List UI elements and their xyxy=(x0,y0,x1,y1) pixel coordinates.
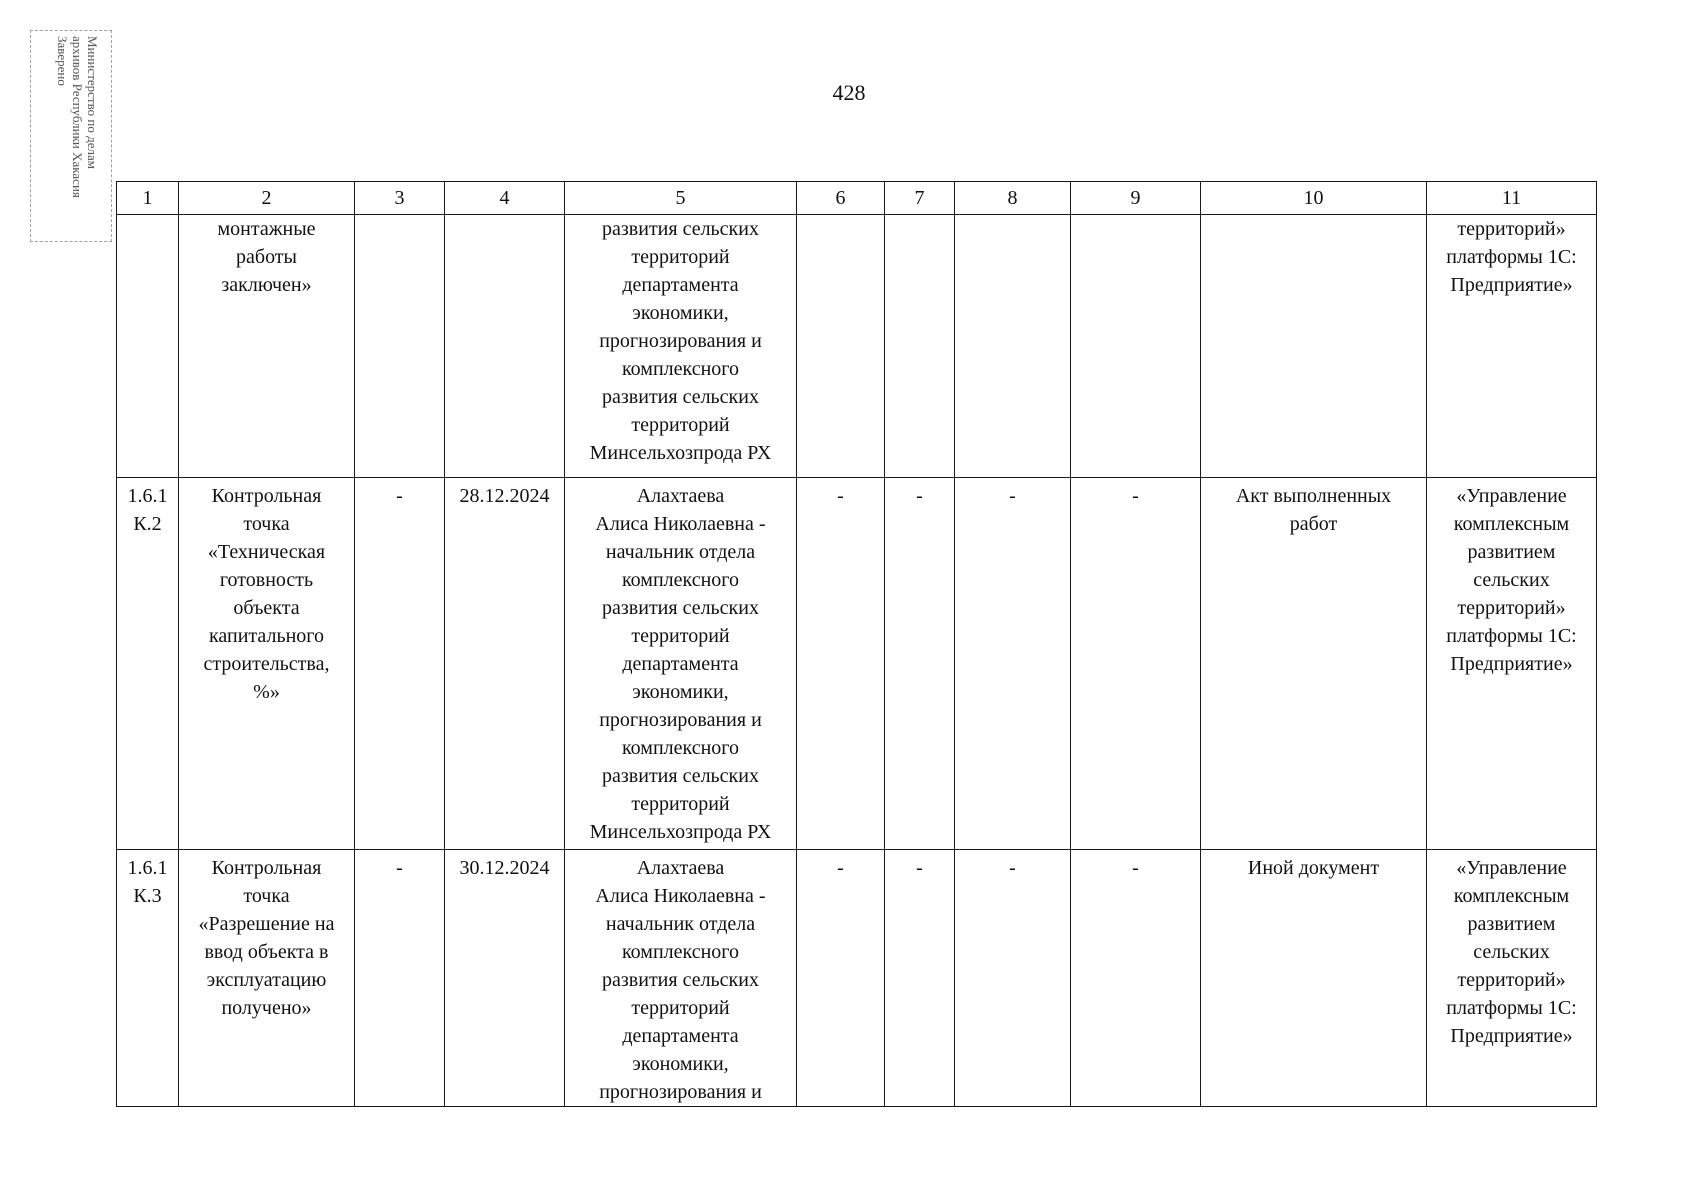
page-number: 428 xyxy=(832,80,866,105)
cell-document: Иной документ xyxy=(1201,850,1427,1107)
column-header: 7 xyxy=(885,182,955,215)
cell-col3: - xyxy=(355,478,445,850)
cell-col7 xyxy=(885,215,955,478)
column-header: 2 xyxy=(179,182,355,215)
column-header: 11 xyxy=(1427,182,1597,215)
column-header: 5 xyxy=(565,182,797,215)
column-header: 6 xyxy=(797,182,885,215)
cell-system: «Управление комплексным развитием сельских территорий» платформы 1С: Предприятие» xyxy=(1427,478,1597,850)
column-header: 4 xyxy=(445,182,565,215)
cell-col8: - xyxy=(955,478,1071,850)
cell-col3: - xyxy=(355,850,445,1107)
cell-col9 xyxy=(1071,215,1201,478)
column-header: 1 xyxy=(117,182,179,215)
table-row xyxy=(117,215,1597,478)
cell-col7: - xyxy=(885,478,955,850)
cell-responsible: Алахтаева Алиса Николаевна - начальник отдела комплексного развития сельских территорий департамента экономики, прогнозирования и xyxy=(565,850,797,1107)
cell-col9: - xyxy=(1071,850,1201,1107)
cell-col8 xyxy=(955,215,1071,478)
cell-responsible: Алахтаева Алиса Николаевна - начальник отдела комплексного развития сельских территорий департамента экономики, прогнозирования и комплексного развития сельских территорий Минсельхозпрода РХ xyxy=(565,478,797,850)
cell-date: 28.12.2024 xyxy=(445,478,565,850)
cell-col6: - xyxy=(797,478,885,850)
cell-col9: - xyxy=(1071,478,1201,850)
table-row xyxy=(117,850,1597,1107)
cell-number: 1.6.1 К.3 xyxy=(117,850,179,1107)
cell-col8: - xyxy=(955,850,1071,1107)
table-header-row xyxy=(117,182,1597,215)
cell-system: «Управление комплексным развитием сельских территорий» платформы 1С: Предприятие» xyxy=(1427,850,1597,1107)
cell-document: Акт выполненных работ xyxy=(1201,478,1427,850)
cell-name: Контрольная точка «Техническая готовность объекта капитального строительства, %» xyxy=(179,478,355,850)
cell-name: монтажные работы заключен» xyxy=(179,215,355,478)
cell-number: 1.6.1 К.2 xyxy=(117,478,179,850)
column-header: 8 xyxy=(955,182,1071,215)
cell-system: территорий» платформы 1С: Предприятие» xyxy=(1427,215,1597,478)
cell-col6 xyxy=(797,215,885,478)
cell-col3 xyxy=(355,215,445,478)
cell-responsible: развития сельских территорий департамента экономики, прогнозирования и комплексного развития сельских территорий Минсельхозпрода РХ xyxy=(565,215,797,478)
cell-name: Контрольная точка «Разрешение на ввод объекта в эксплуатацию получено» xyxy=(179,850,355,1107)
column-header: 9 xyxy=(1071,182,1201,215)
cell-document xyxy=(1201,215,1427,478)
table-row xyxy=(117,478,1597,850)
cell-col6: - xyxy=(797,850,885,1107)
document-table xyxy=(116,181,1597,1107)
column-header: 3 xyxy=(355,182,445,215)
cell-number xyxy=(117,215,179,478)
cell-date xyxy=(445,215,565,478)
column-header: 10 xyxy=(1201,182,1427,215)
cell-col7: - xyxy=(885,850,955,1107)
archive-stamp-text: Министерство по делам архивов Республики Хакасия Заверено xyxy=(55,36,100,198)
cell-date: 30.12.2024 xyxy=(445,850,565,1107)
